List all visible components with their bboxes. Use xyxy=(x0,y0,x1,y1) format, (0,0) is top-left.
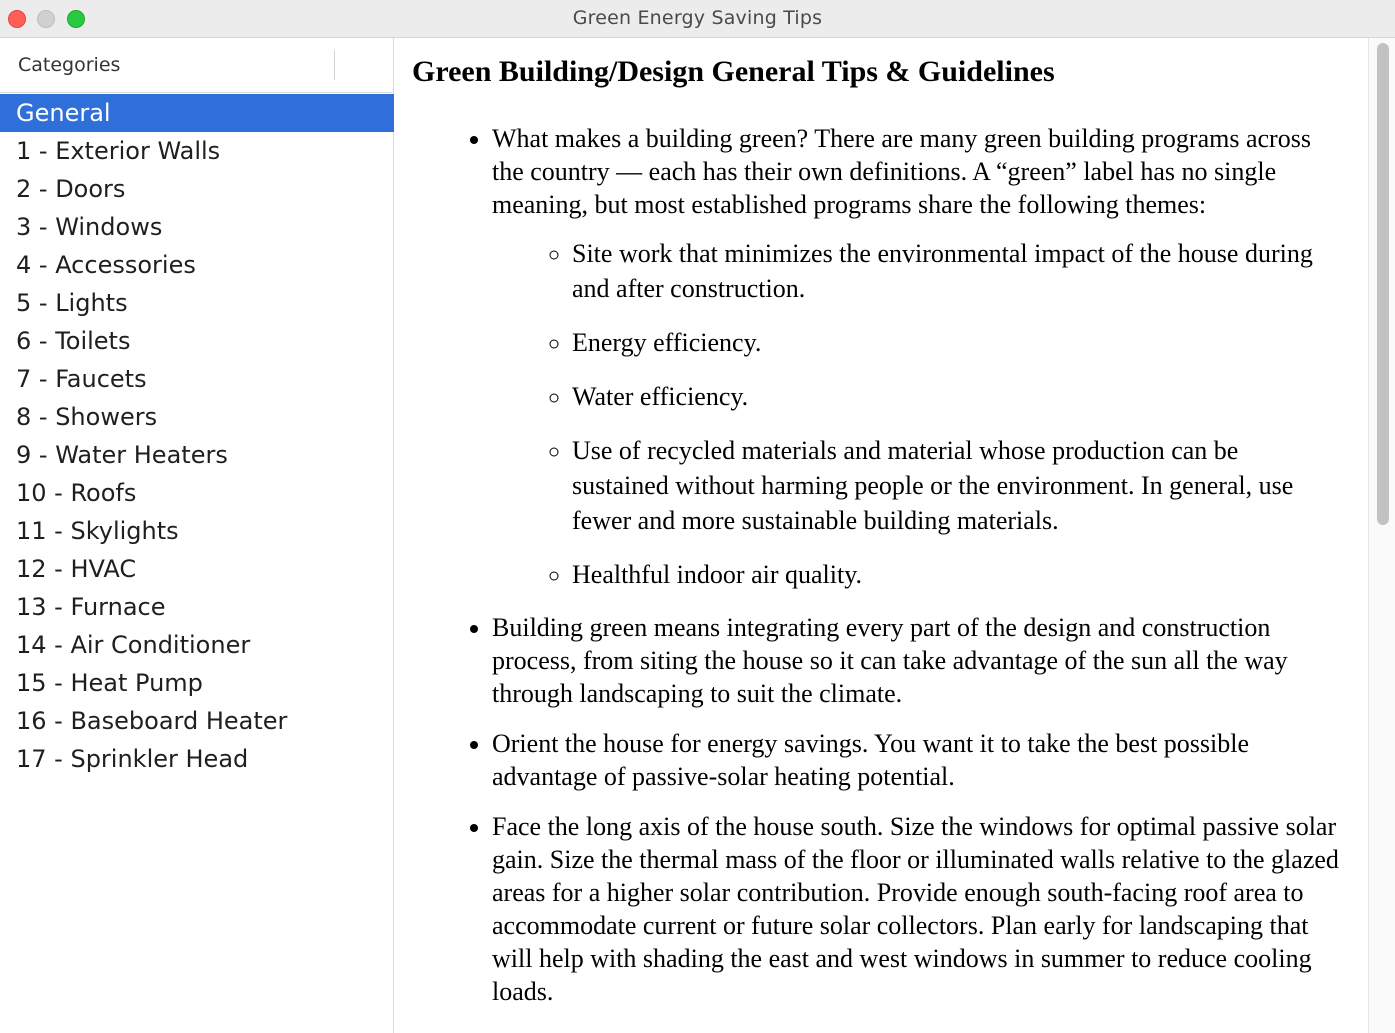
tip-text: What makes a building green? There are many green building programs across the country — each has their own definitions. A “green” label has no single meaning, but most established programs share the following themes: xyxy=(492,124,1311,219)
category-item-13-furnace[interactable]: 13 - Furnace xyxy=(16,593,166,621)
category-item-17-sprinkler-head[interactable]: 17 - Sprinkler Head xyxy=(16,745,249,773)
category-item-10-roofs[interactable]: 10 - Roofs xyxy=(16,479,137,507)
tip-item xyxy=(492,611,1340,710)
tips-content-view[interactable] xyxy=(395,38,1368,1033)
category-item-11-skylights[interactable]: 11 - Skylights xyxy=(16,517,179,545)
category-item-7-faucets[interactable]: 7 - Faucets xyxy=(16,365,147,393)
categories-sidebar xyxy=(0,38,394,1033)
category-item-9-water-heaters[interactable]: 9 - Water Heaters xyxy=(16,441,228,469)
category-item-15-heat-pump[interactable]: 15 - Heat Pump xyxy=(16,669,203,697)
subtip-list xyxy=(492,236,1340,592)
category-item-16-baseboard-heater[interactable]: 16 - Baseboard Heater xyxy=(16,707,288,735)
window-title: Green Energy Saving Tips xyxy=(572,7,823,29)
column-divider[interactable] xyxy=(334,50,335,80)
category-item-4-accessories[interactable]: 4 - Accessories xyxy=(16,251,196,279)
tip-text: Face the long axis of the house south. Size the windows for optimal passive solar gain. Size the thermal mass of the floor or illuminated walls relative to the glazed areas for a higher solar contribution. Provide enough south-facing roof area to accommodate current or future solar collectors. Plan early for landscaping that will help with shading the east and west windows in summer to reduce cooling loads. xyxy=(492,812,1339,1006)
tip-item xyxy=(492,727,1340,793)
subtip-item: ◦ Healthful indoor air quality. xyxy=(572,557,1340,592)
tip-text: Building green means integrating every part of the design and construction process, from siting the house so it can take advantage of the sun all the way through landscaping to suit the climate. xyxy=(492,613,1288,708)
tips-list xyxy=(412,122,1340,1008)
category-item-14-air-conditioner[interactable]: 14 - Air Conditioner xyxy=(16,631,251,659)
tip-item xyxy=(492,122,1340,592)
category-item-3-windows[interactable]: 3 - Windows xyxy=(16,213,163,241)
category-item-8-showers[interactable]: 8 - Showers xyxy=(16,403,158,431)
category-item-12-hvac[interactable]: 12 - HVAC xyxy=(16,555,137,583)
content-scrollbar[interactable] xyxy=(1368,38,1395,1033)
category-list xyxy=(0,94,394,778)
subtip-item: ◦ Water efficiency. xyxy=(572,379,1340,414)
tip-text: Orient the house for energy savings. You want it to take the best possible advantage of passive-solar heating potential. xyxy=(492,729,1250,791)
category-item-6-toilets[interactable]: 6 - Toilets xyxy=(16,327,131,355)
tip-item xyxy=(492,810,1340,1008)
category-item-1-exterior-walls[interactable]: 1 - Exterior Walls xyxy=(16,137,221,165)
subtip-item: ◦ Site work that minimizes the environmental impact of the house during and after construction. xyxy=(572,236,1340,306)
scrollbar-thumb[interactable] xyxy=(1377,43,1389,525)
subtip-item: ◦ Energy efficiency. xyxy=(572,325,1340,360)
subtip-item: ◦ Use of recycled materials and material whose production can be sustained without harming people or the environment. In general, use fewer and more sustainable building materials. xyxy=(572,433,1340,538)
category-item-2-doors[interactable]: 2 - Doors xyxy=(16,175,126,203)
tips-document xyxy=(395,38,1340,1008)
category-item-general[interactable]: General xyxy=(0,94,394,132)
title-bar[interactable] xyxy=(0,0,1395,38)
category-item-5-lights[interactable]: 5 - Lights xyxy=(16,289,128,317)
page-title: Green Building/Design General Tips & Guidelines xyxy=(412,55,1055,88)
sidebar-column-header[interactable] xyxy=(0,38,394,93)
categories-header-label: Categories xyxy=(18,54,121,76)
